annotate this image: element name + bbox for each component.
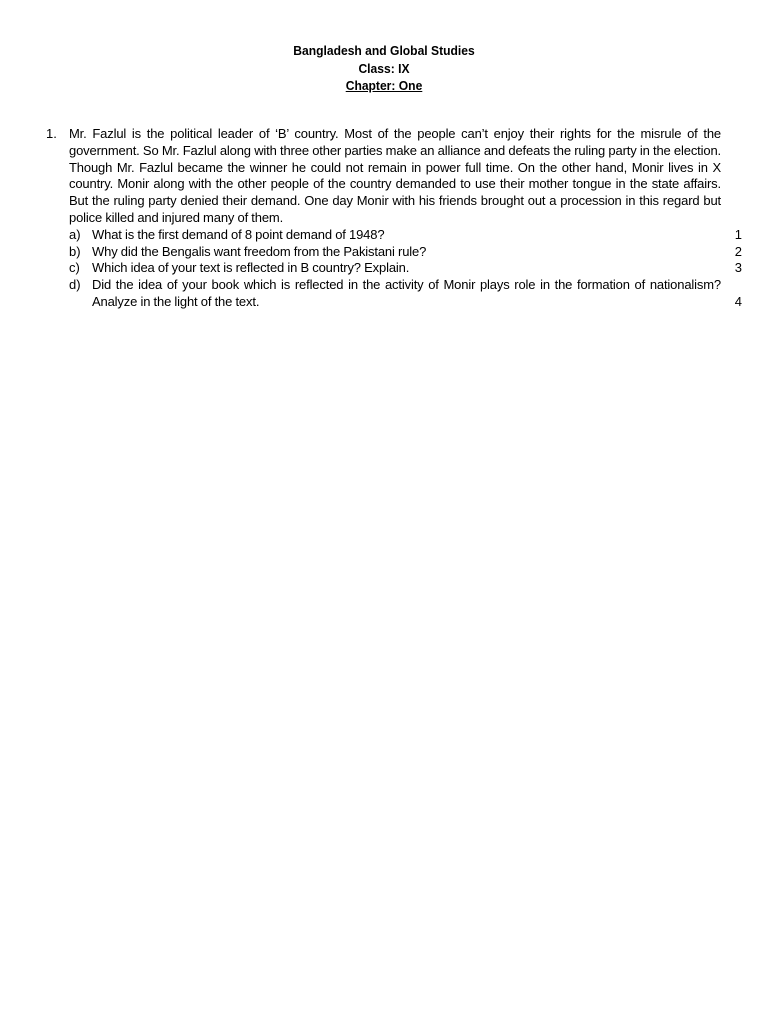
subquestion-d	[46, 277, 742, 311]
chapter-label: Chapter: One	[345, 78, 423, 93]
subquestion-text: What is the first demand of 8 point demand of 1948?	[92, 226, 385, 242]
subquestion-text: Did the idea of your book which is reflected in the activity of Monir plays role in the formation of nationalism? Analyze in the light of the text.	[92, 277, 721, 309]
subquestion-b	[46, 244, 742, 261]
question-stem: Mr. Fazlul is the political leader of ‘B’ country. Most of the people can’t enjoy their rights for the misrule of the government. So Mr. Fazlul along with three other parties make an alliance and defeats the ruling party in the election. Though Mr. Fazlul became the winner he could not remain in power full time. On the other hand, Monir lives in X country. Monir along with the other people of the country demanded to use their mother tongue in the state affairs. But the ruling party denied their demand. One day Monir with his friends brought out a procession in this regard but police killed and injured many of them.	[69, 126, 721, 225]
subquestion-marks: 2	[734, 243, 742, 259]
subquestion-marks: 3	[734, 260, 742, 276]
subquestion-marks: 4	[734, 293, 742, 309]
subquestion-text: Why did the Bengalis want freedom from the Pakistani rule?	[92, 243, 427, 259]
subquestion-letter: c)	[69, 260, 80, 276]
document-header	[27, 42, 741, 95]
subquestion-a	[46, 227, 742, 244]
subquestion-list	[46, 226, 742, 311]
subquestion-letter: a)	[69, 226, 81, 242]
subquestion-marks: 1	[734, 226, 742, 242]
subquestion-letter: b)	[69, 243, 81, 259]
question-1	[46, 126, 742, 311]
class-label: Class: IX	[358, 60, 410, 76]
subject-title: Bangladesh and Global Studies	[293, 43, 475, 58]
question-number: 1.	[46, 126, 57, 141]
subquestion-text: Which idea of your text is reflected in B country? Explain.	[92, 260, 410, 276]
subquestion-c	[46, 260, 742, 277]
subquestion-letter: d)	[69, 277, 81, 293]
